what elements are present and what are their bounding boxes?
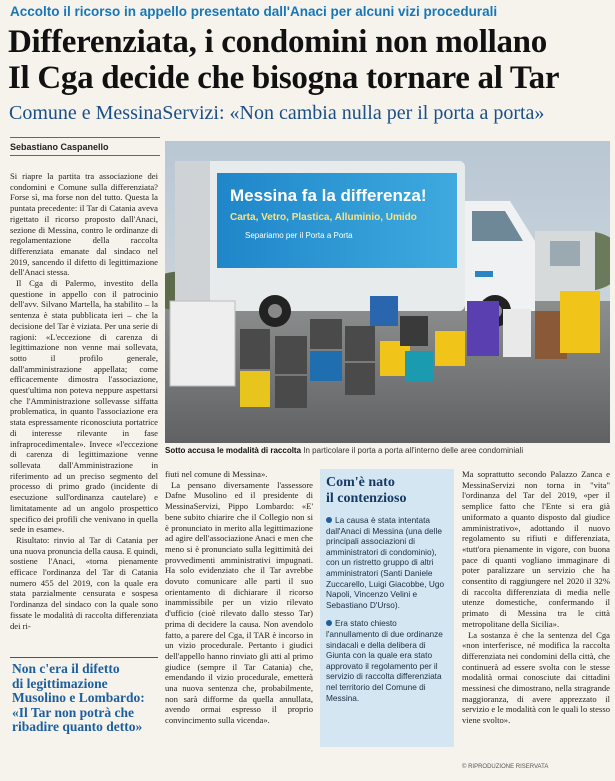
sidebar-rule bbox=[10, 657, 158, 658]
sidebar-line: ribadire quanto detto» bbox=[12, 719, 143, 734]
paragraph: La pensano diversamente l'assessore Dafne Musolino ed il presidente di MessinaServizi, Pippo Lombardo: «E' bene subito chiarire che il Collegio non si è pronunciato in merito alla legittimazione ad agire dell'associazione Anaci e men che meno si è pronunciato sulla legittimità dei provvedimenti amministrativi impugnati. Ha solo evidenziato che il Tar avrebbe dovuto comunicare alle parti il suo orientamento di dichiarare il ricorso inammissibile per un vizio rilevato d'ufficio (cioè rilevato dallo stesso Tar) prima di decidere la causa. Non avendolo fatto, a parere del Cga, il TAR è incorso in un vizio procedurale. Pertanto i giudici dell'appello hanno rinviato gli atti al primo giudice (sempre il Tar Catania) che, emendando il vizio procedurale, emetterà una nuova sentenza che, probabilmente, non sarà difforme da quella annullata, avendo ormai espresso il proprio convincimento sulla vicenda». bbox=[165, 479, 313, 726]
context-box-title bbox=[326, 475, 448, 507]
sidebar-line: Musolino e Lombardo: bbox=[12, 690, 145, 705]
truck-sign-sub: Separiamo per il Porta a Porta bbox=[245, 231, 353, 240]
truck-sign-materials: Carta, Vetro, Plastica, Alluminio, Umido bbox=[230, 212, 417, 223]
paragraph: La sostanza è che la sentenza del Cga «non interferisce, né modifica la raccolta differenziata nei condomini della città, che continuerà ad essere svolta con le stesse modalità ormai conosciute dai cittadini messinesi che dimostrano, nella stragrande maggioranza, di avere apprezzato il servizio e le modalità con le quali lo stesso viene svolto». bbox=[462, 629, 610, 726]
bullet-icon bbox=[326, 620, 332, 626]
kicker: Accolto il ricorso in appello presentato dall'Anaci per alcuni vizi procedurali bbox=[10, 4, 498, 19]
paragraph: Si riapre la partita tra associazione dei condomini e Comune sulla differenziata? Forse sì, ma forse non del tutto. Questa la puntata precedente: il Tar di Catania aveva rigettato il ricorso proposto dall'Anaci, sezione di Messina, contro le ordinanze di regolamentazione della raccolta differenziata emanate dal sindaco nel 2019, sancendo il difetto di legittimazione dell'Anaci stessa. bbox=[10, 171, 158, 278]
context-box bbox=[320, 469, 454, 747]
paragraph: Risultato: rinvio al Tar di Catania per una nuova pronuncia della causa. E quindi, sostiene l'Anaci, «torna pienamente efficace l'ordinanza del Tar di Catania numero 455 del 2019, con la quale era stata parzialmente censurata e sospesa l'ordinanza del sindaco con la quale sono fissate le modalità di raccolta differenziata dei ri- bbox=[10, 534, 158, 631]
caption-text: In particolare il porta a porta all'interno delle aree condominiali bbox=[303, 446, 524, 455]
byline-rule bbox=[10, 137, 160, 138]
article-column-1 bbox=[10, 171, 158, 653]
context-box-title-line-2: il contenzioso bbox=[326, 491, 407, 506]
headline-line-2: Il Cga decide che bisogna tornare al Tar bbox=[8, 60, 560, 96]
byline-rule-bottom bbox=[10, 155, 160, 156]
subheadline: Comune e MessinaServizi: «Non cambia nulla per il porta a porta» bbox=[9, 102, 545, 124]
sidebar-line: «Il Tar non potrà che bbox=[12, 704, 135, 720]
context-box-item bbox=[326, 515, 448, 610]
article-column-2 bbox=[165, 469, 313, 769]
bullet-icon bbox=[326, 517, 332, 523]
context-box-item-text: Era stato chiesto l'annullamento di due ordinanze sindacali e della delibera di Giunta con la quale era stato approvato il regolamento per il servizio di raccolta differenziata nel territorio del Comune di Messina. bbox=[326, 618, 443, 703]
paragraph: Ma soprattutto secondo Palazzo Zanca e MessinaServizi non torna in "vita" l'ordinanza del Tar del 2019, «per il semplice fatto che l'Ente si era già uniformato a quanto disposto dal giudice amministrativo», adottando il nuovo regolamento su rifiuti e differenziata, «tutt'ora pienamente in vigore, con buona pace di quanti vogliano immaginare di poter paralizzare un servizio che ha consentito di raggiungere nel 2020 il 32% di raccolta differenziata di media nelle utenze domestiche, confermando il primato di Messina tra le città metropolitane della Sicilia». bbox=[462, 469, 610, 629]
photo-caption bbox=[165, 446, 610, 455]
sidebar-pullquote bbox=[12, 662, 158, 735]
sidebar-line: Non c'era il difetto bbox=[12, 661, 120, 676]
paragraph: fiuti nel comune di Messina». bbox=[165, 469, 268, 479]
sidebar-line: di legittimazione bbox=[12, 675, 108, 691]
context-box-item bbox=[326, 618, 448, 703]
headline-line-1: Differenziata, i condomini non mollano bbox=[8, 24, 547, 60]
article-photo bbox=[165, 141, 610, 443]
caption-bold: Sotto accusa le modalità di raccolta bbox=[165, 446, 302, 455]
context-box-item-text: La causa è stata intentata dall'Anaci di Messina (una delle principali associazioni di amministratori di condominio), con un ristretto gruppo di altri amministratori (Santi Daniele Zuccarello, Luigi Giacobbe, Ugo Napoli, Vincenzo Velini e Sebastiano D'Urso). bbox=[326, 515, 445, 610]
byline: Sebastiano Caspanello bbox=[10, 142, 109, 152]
copyright-note: © RIPRODUZIONE RISERVATA bbox=[462, 764, 549, 770]
paragraph: Il Cga di Palermo, investito della questione in appello con il patrocinio dell'avv. Silvano Martella, ha stabilito – la sentenza è stata pubblicata ieri – che la decisione del Tar è viziata. Per una serie di ragioni: «L'eccezione di carenza di legittimazione non venne mai sollevata, sotto il profilo generale, dall'amministrazione appellata; come efficacemente dimostra l'associazione, quest'ultima non poteva neppure aspettarsi che l'Amministrazione sollevasse siffatta problematica, in quanto l'associazione era stata espressamente riconosciuta portatrice di interesse rilevante in fase infraprocedimentale». Invece «l'eccezione di carenza di legittimazione venne sollevata dall'Amministrazione in riferimento ad un preciso segmento del processo di primo grado (incidente di esecuzione sull'ordinanza cautelare) e limitatamente ad un angolo prospettico specifico dei profili che venivano in quella sede in esame». bbox=[10, 278, 158, 535]
context-box-title-line-1: Com'è nato bbox=[326, 475, 395, 490]
article-column-4 bbox=[462, 469, 610, 747]
truck-sign-title: Messina fa la differenza! bbox=[230, 186, 427, 205]
